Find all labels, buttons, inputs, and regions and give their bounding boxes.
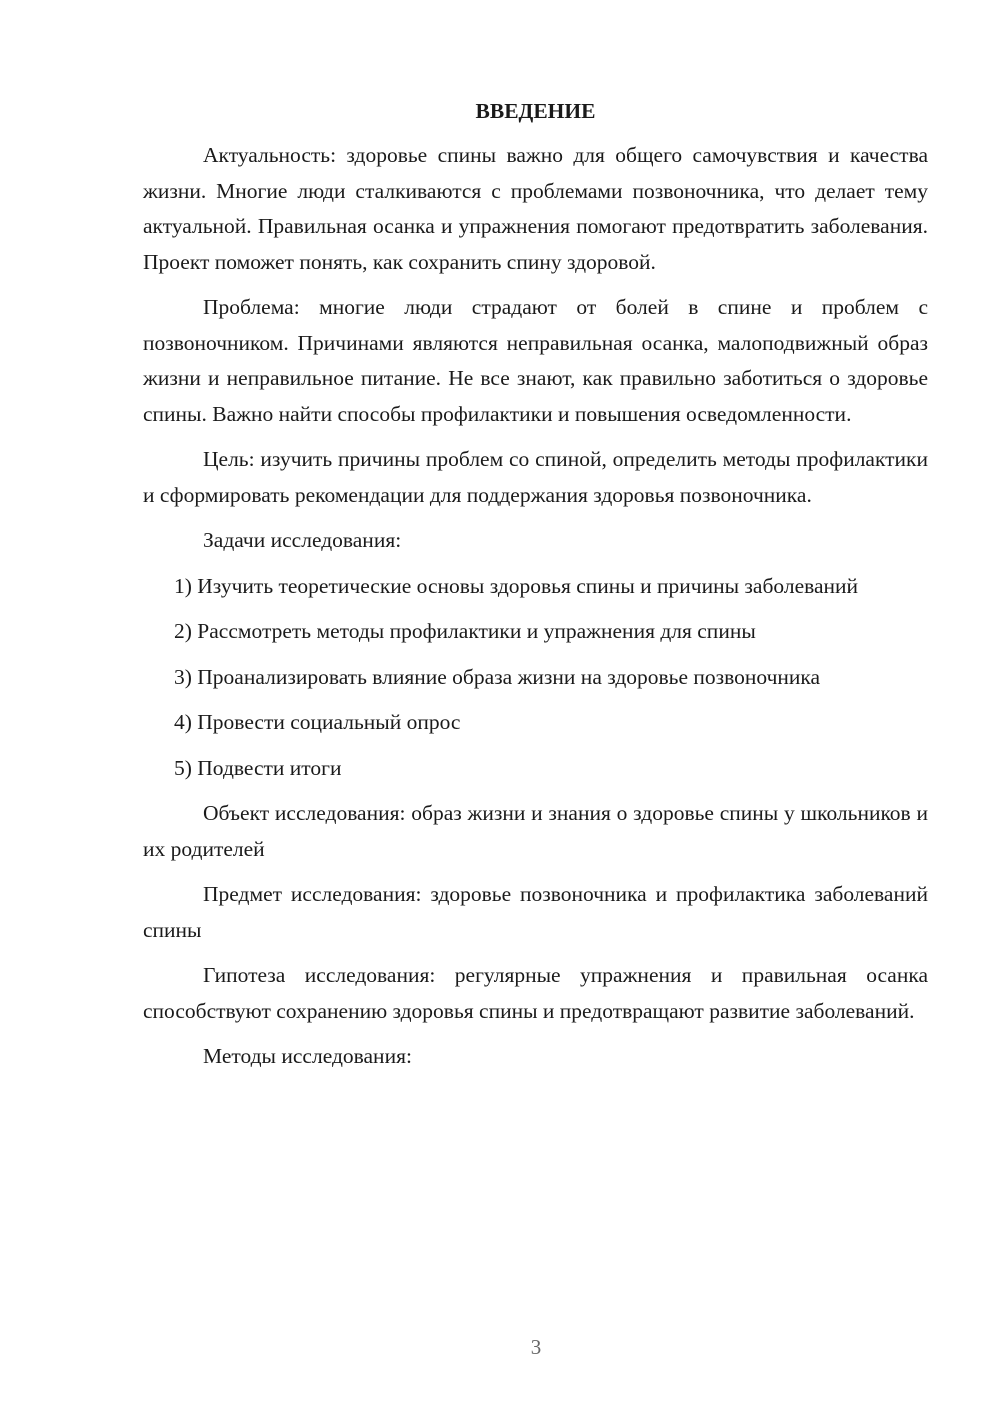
problem-paragraph: Проблема: многие люди страдают от болей в спине и проблем с позвоночником. Причинами являются неправильная осанка, малоподвижный образ жизни и неправильное питание. Не все знают, как правильно заботиться о здоровье спины. Важно найти способы профилактики и повышения осведомленности. xyxy=(143,295,928,426)
subject-paragraph: Предмет исследования: здоровье позвоночника и профилактика заболеваний спины xyxy=(143,882,928,942)
goal-paragraph: Цель: изучить причины проблем со спиной, определить методы профилактики и сформировать рекомендации для поддержания здоровья позвоночника. xyxy=(143,447,928,507)
tasks-title: Задачи исследования: xyxy=(203,528,402,552)
relevance-paragraph: Актуальность: здоровье спины важно для общего самочувствия и качества жизни. Многие люди сталкиваются с проблемами позвоночника, что делает тему актуальной. Правильная осанка и упражнения помогают предотвратить заболевания. Проект поможет понять, как сохранить спину здоровой. xyxy=(143,143,928,274)
object-paragraph: Объект исследования: образ жизни и знания о здоровье спины у школьников и их родителей xyxy=(143,801,928,861)
tasks-list xyxy=(143,569,928,787)
task-item: 5) Подвести итоги xyxy=(174,755,342,780)
task-item: 1) Изучить теоретические основы здоровья спины и причины заболеваний xyxy=(174,573,859,598)
methods-title: Методы исследования: xyxy=(203,1044,412,1068)
task-item: 3) Проанализировать влияние образа жизни на здоровье позвоночника xyxy=(174,664,821,689)
task-item: 2) Рассмотреть методы профилактики и упражнения для спины xyxy=(174,619,756,643)
section-heading: ВВЕДЕНИЕ xyxy=(475,99,596,123)
page-number: 3 xyxy=(530,1335,542,1359)
task-item: 4) Провести социальный опрос xyxy=(174,710,461,734)
document-page xyxy=(143,96,928,1085)
hypothesis-paragraph: Гипотеза исследования: регулярные упражнения и правильная осанка способствуют сохранению здоровья спины и предотвращают развитие заболеваний. xyxy=(143,963,928,1023)
